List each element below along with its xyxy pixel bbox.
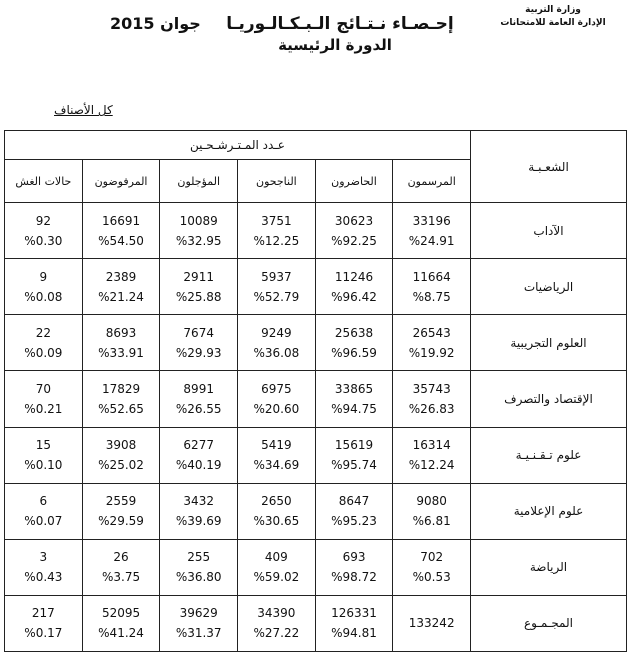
exam-date: جوان 2015 — [110, 14, 201, 33]
data-cell — [82, 427, 160, 483]
category-label: كل الأصناف — [54, 103, 113, 117]
cell-count: 26543 — [412, 325, 451, 340]
data-cell — [160, 315, 238, 371]
cell-percent: %0.17 — [24, 626, 63, 641]
cell-percent: %36.08 — [253, 345, 300, 360]
cell-count: 6975 — [261, 381, 292, 396]
data-cell — [5, 483, 83, 539]
document-title: إحـصـاء نـتـائج الـبـكـالـوريـا — [226, 14, 454, 34]
data-cell — [315, 371, 393, 427]
cell-count: 6277 — [183, 438, 214, 453]
cell-percent: %25.02 — [98, 458, 144, 473]
branch-name: الرياضة — [471, 539, 627, 595]
column-header: المرفوضون — [82, 160, 160, 203]
cell-count: 25638 — [334, 325, 374, 340]
branch-name: الإقتصاد والتصرف — [471, 371, 627, 427]
cell-percent: %0.07 — [24, 514, 63, 529]
table-row — [5, 259, 627, 315]
cell-count: 33196 — [412, 213, 451, 228]
data-cell — [5, 315, 83, 371]
data-cell — [315, 595, 393, 651]
table-row — [5, 315, 627, 371]
cell-percent: %52.79 — [253, 289, 300, 304]
cell-count: 5419 — [261, 438, 292, 453]
data-cell — [238, 371, 316, 427]
data-cell — [160, 539, 238, 595]
cell-count: 52095 — [101, 606, 141, 621]
cell-percent: %12.24 — [408, 458, 455, 473]
cell-percent: %27.22 — [253, 626, 300, 641]
cell-percent: %31.37 — [175, 626, 222, 641]
cell-percent: %96.42 — [331, 289, 377, 304]
cell-count: 70 — [35, 381, 51, 396]
data-cell — [160, 259, 238, 315]
data-cell — [393, 539, 471, 595]
cell-count: 15619 — [334, 438, 374, 453]
data-cell — [238, 203, 316, 259]
cell-count: 3 — [39, 550, 48, 565]
table-row — [5, 371, 627, 427]
data-cell — [315, 427, 393, 483]
data-cell — [238, 315, 316, 371]
cell-percent: %26.83 — [408, 401, 455, 416]
branch-name: المجـمـوع — [471, 595, 627, 651]
data-cell — [160, 203, 238, 259]
data-cell — [160, 427, 238, 483]
data-cell — [82, 483, 160, 539]
data-cell — [315, 259, 393, 315]
column-header: المرسمون — [393, 160, 471, 203]
cell-count: 3908 — [105, 438, 137, 453]
cell-count: 6 — [39, 494, 48, 509]
cell-count: 92 — [35, 213, 51, 228]
cell-count: 15 — [35, 438, 51, 453]
directorate-name: الإدارة العامة للامتحانات — [500, 18, 606, 28]
results-table — [4, 130, 627, 652]
cell-count: 11664 — [412, 269, 451, 284]
cell-percent: %25.88 — [175, 289, 222, 304]
cell-percent: %0.53 — [412, 570, 451, 585]
branch-header: الشعـبـة — [471, 131, 627, 203]
cell-percent: %41.24 — [98, 626, 144, 641]
column-header: المؤجلون — [160, 160, 238, 203]
branch-name: علوم تـقـنـيـة — [471, 427, 627, 483]
cell-count: 2559 — [105, 494, 137, 509]
cell-percent: %94.75 — [331, 401, 377, 416]
cell-count: 8991 — [183, 381, 214, 396]
column-header: حالات الغش — [5, 160, 83, 203]
cell-percent: %54.50 — [98, 233, 144, 248]
cell-count: 2650 — [261, 494, 292, 509]
cell-count: 26 — [113, 550, 129, 565]
data-cell — [315, 203, 393, 259]
cell-percent: %12.25 — [253, 233, 300, 248]
cell-percent: %19.92 — [408, 345, 455, 360]
table-row — [5, 595, 627, 651]
data-cell — [82, 259, 160, 315]
cell-percent: %20.60 — [253, 401, 300, 416]
cell-percent: %21.24 — [98, 289, 144, 304]
cell-count: 35743 — [412, 381, 451, 396]
cell-percent: %6.81 — [412, 514, 451, 529]
data-cell — [238, 259, 316, 315]
cell-percent: %59.02 — [253, 570, 300, 585]
cell-count: 133242 — [408, 616, 455, 631]
cell-count: 126331 — [331, 606, 377, 621]
cell-percent: %33.91 — [98, 345, 144, 360]
cell-percent: %39.69 — [175, 514, 222, 529]
cell-count: 3751 — [261, 213, 292, 228]
data-cell — [393, 595, 471, 651]
cell-count: 10089 — [179, 213, 218, 228]
cell-percent: %95.23 — [331, 514, 377, 529]
cell-percent: %0.21 — [24, 401, 63, 416]
data-cell — [160, 595, 238, 651]
cell-percent: %0.08 — [24, 289, 63, 304]
cell-percent: %29.59 — [98, 514, 144, 529]
cell-count: 9249 — [261, 325, 292, 340]
cell-percent: %36.80 — [175, 570, 222, 585]
data-cell — [82, 595, 160, 651]
data-cell — [315, 483, 393, 539]
cell-percent: %98.72 — [331, 570, 377, 585]
data-cell — [238, 427, 316, 483]
cell-percent: %95.74 — [331, 458, 377, 473]
cell-percent: %29.93 — [175, 345, 222, 360]
cell-count: 16691 — [101, 213, 141, 228]
branch-name: الرياضيات — [471, 259, 627, 315]
data-cell — [393, 371, 471, 427]
cell-count: 33865 — [334, 381, 374, 396]
cell-percent: %40.19 — [175, 458, 222, 473]
branch-name: علوم الإعلامية — [471, 483, 627, 539]
data-cell — [82, 315, 160, 371]
cell-percent: %24.91 — [408, 233, 455, 248]
cell-count: 2389 — [105, 269, 137, 284]
cell-count: 5937 — [261, 269, 292, 284]
ministry-name: وزارة التربية — [525, 5, 581, 15]
cell-percent: %3.75 — [101, 570, 141, 585]
branch-name: الآداب — [471, 203, 627, 259]
cell-percent: %92.25 — [331, 233, 377, 248]
data-cell — [160, 371, 238, 427]
cell-percent: %94.81 — [331, 626, 377, 641]
table-row — [5, 539, 627, 595]
cell-count: 30623 — [334, 213, 374, 228]
cell-percent: %96.59 — [331, 345, 377, 360]
data-cell — [82, 203, 160, 259]
cell-count: 8693 — [105, 325, 137, 340]
table-row — [5, 427, 627, 483]
cell-count: 217 — [31, 606, 55, 621]
cell-percent: %52.65 — [98, 401, 144, 416]
data-cell — [315, 539, 393, 595]
cell-count: 7674 — [183, 325, 214, 340]
data-cell — [238, 595, 316, 651]
cell-percent: %0.10 — [24, 458, 63, 473]
cell-percent: %0.30 — [24, 233, 63, 248]
data-cell — [315, 315, 393, 371]
data-cell — [82, 371, 160, 427]
data-cell — [5, 203, 83, 259]
column-header: الناجحون — [238, 160, 316, 203]
cell-percent: %30.65 — [253, 514, 300, 529]
cell-percent: %34.69 — [253, 458, 300, 473]
cell-count: 2911 — [183, 269, 214, 284]
cell-count: 16314 — [412, 438, 451, 453]
data-cell — [393, 203, 471, 259]
data-cell — [393, 259, 471, 315]
data-cell — [5, 595, 83, 651]
cell-count: 22 — [35, 325, 51, 340]
cell-percent: %0.43 — [24, 570, 63, 585]
cell-percent: %26.55 — [175, 401, 222, 416]
cell-count: 409 — [264, 550, 288, 565]
cell-count: 3432 — [183, 494, 214, 509]
cell-percent: %8.75 — [412, 289, 451, 304]
branch-name: العلوم التجريبية — [471, 315, 627, 371]
data-cell — [5, 539, 83, 595]
data-cell — [5, 371, 83, 427]
cell-count: 702 — [420, 550, 444, 565]
cell-count: 39629 — [179, 606, 218, 621]
session-title: الدورة الرئيسية — [278, 36, 392, 54]
data-cell — [5, 259, 83, 315]
cell-percent: %0.09 — [24, 345, 63, 360]
data-cell — [393, 315, 471, 371]
cell-count: 8647 — [338, 494, 370, 509]
cell-count: 255 — [187, 550, 211, 565]
data-cell — [5, 427, 83, 483]
data-cell — [238, 539, 316, 595]
data-cell — [238, 483, 316, 539]
cell-count: 9080 — [416, 494, 447, 509]
cell-percent: %32.95 — [175, 233, 222, 248]
data-cell — [160, 483, 238, 539]
cell-count: 11246 — [334, 269, 374, 284]
column-header: الحاضرون — [315, 160, 393, 203]
cell-count: 693 — [342, 550, 366, 565]
data-cell — [393, 427, 471, 483]
data-cell — [393, 483, 471, 539]
candidates-group-header: عـدد المـتـرشـحـين — [5, 131, 471, 160]
table-row — [5, 483, 627, 539]
data-cell — [82, 539, 160, 595]
cell-count: 34390 — [257, 606, 296, 621]
table-row — [5, 203, 627, 259]
cell-count: 17829 — [101, 381, 141, 396]
cell-count: 9 — [39, 269, 48, 284]
ministry-block — [488, 4, 618, 30]
